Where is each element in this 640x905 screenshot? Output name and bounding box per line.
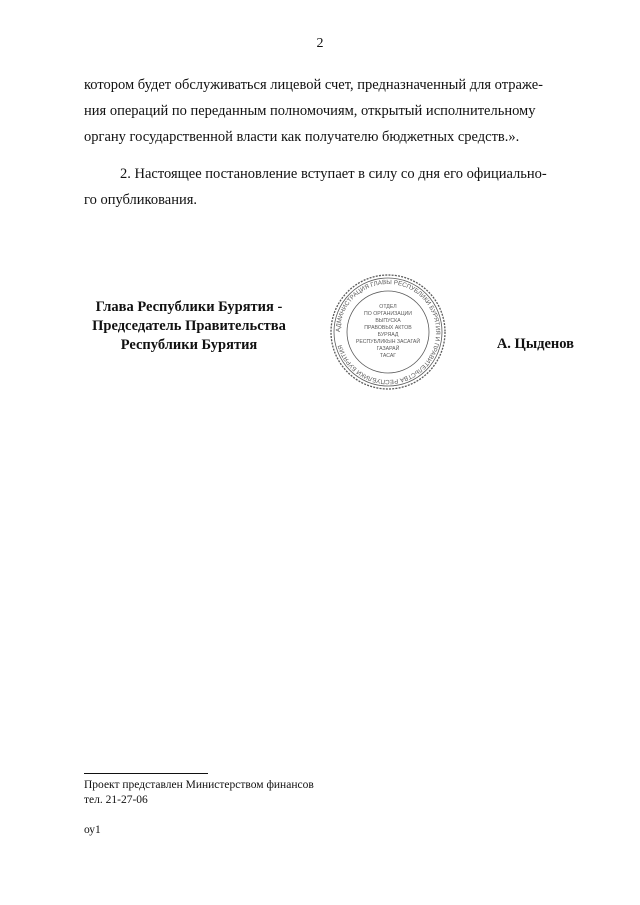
footnote-line: Проект представлен Министерством финансов <box>84 779 314 791</box>
signer-title <box>60 298 318 355</box>
seal-center-line: ОТДЕЛ <box>379 304 397 310</box>
signer-title-line: Председатель Правительства <box>92 318 286 334</box>
document-code: оу1 <box>84 824 101 836</box>
paragraph-2-line: го опубликования. <box>84 192 198 208</box>
paragraph-1 <box>84 72 574 150</box>
seal-center-line: ПО ОРГАНИЗАЦИИ <box>364 311 412 317</box>
official-seal <box>328 272 448 392</box>
paragraph-2 <box>84 161 574 213</box>
footnote-divider <box>84 773 208 774</box>
seal-center-line: ВЫПУСКА <box>375 318 401 324</box>
paragraph-1-line: органу государственной власти как получателю бюджетных средств.». <box>84 129 520 145</box>
seal-center-line: БУРЯАД <box>377 332 399 338</box>
seal-center-line: ТАСАГ <box>379 353 397 359</box>
signer-title-line: Республики Бурятия <box>120 337 258 353</box>
paragraph-1-line: ния операций по переданным полномочиям, открытый исполнительному <box>84 103 536 119</box>
seal-ring-text: АДМИНИСТРАЦИЯ ГЛАВЫ РЕСПУБЛИКИ БУРЯТИЯ И ПРАВИТЕЛЬСТВА РЕСПУБЛИКИ БУРЯТИЯ <box>334 278 442 386</box>
seal-center-line: ПРАВОВЫХ АКТОВ <box>364 325 412 331</box>
footnote <box>84 778 314 808</box>
signer-name: А. Цыденов <box>496 336 574 352</box>
seal-center-line: РЕСПУБЛИКЫН ЗАСАГАЙ <box>355 339 421 345</box>
footnote-line: тел. 21-27-06 <box>84 794 148 806</box>
paragraph-1-line: котором будет обслуживаться лицевой счет, предназначенный для отраже- <box>84 77 544 93</box>
page-number: 2 <box>316 36 324 51</box>
paragraph-2-line: 2. Настоящее постановление вступает в силу со дня его официально- <box>120 166 547 182</box>
signer-title-line: Глава Республики Бурятия - <box>95 299 283 315</box>
seal-center-line: ГАЗАРАЙ <box>376 346 400 352</box>
